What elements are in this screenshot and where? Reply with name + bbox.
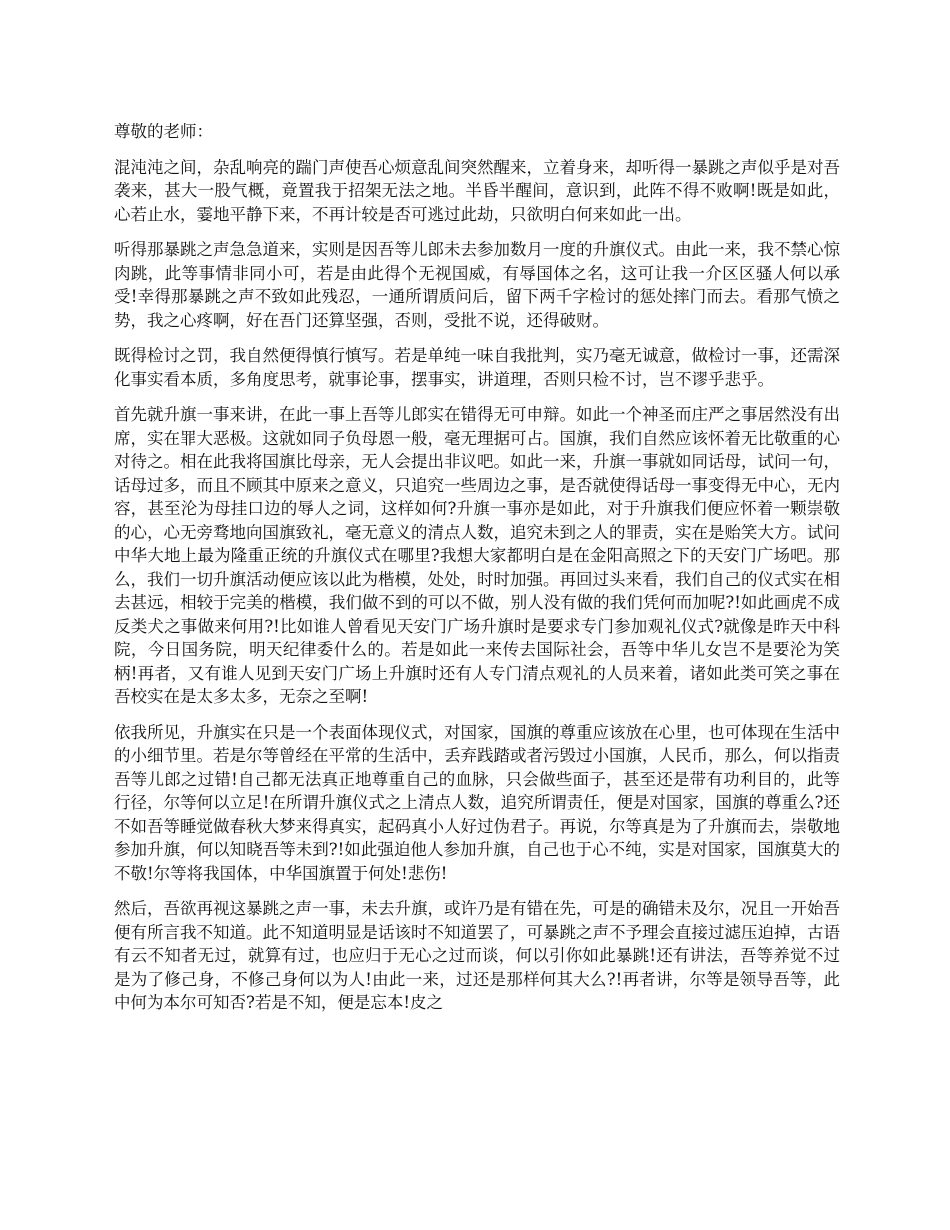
paragraph-5: 依我所见，升旗实在只是一个表面体现仪式，对国家，国旗的尊重应该放在心里，也可体现在生活中的小细节里。若是尔等曾经在平常的生活中，丢弃践踏或者污毁过小国旗，人民币，那么，何以指责吾等儿郎之过错!自己都无法真正地尊重自己的血脉，只会做些面子，甚至还是带有功利目的，此等行径，尔等何以立足!在所谓升旗仪式之上清点人数，追究所谓责任，便是对国家，国旗的尊重么?还不如吾等睡觉做春秋大梦来得真实，起码真小人好过伪君子。再说，尔等真是为了升旗而去，崇敬地参加升旗，何以知晓吾等未到?!如此强迫他人参加升旗，自己也于心不纯，实是对国家，国旗莫大的不敬!尔等将我国体，中华国旗置于何处!悲伤! bbox=[114, 722, 840, 883]
paragraph-3: 既得检讨之罚，我自然便得慎行慎写。若是单纯一味自我批判，实乃毫无诚意，做检讨一事，还需深化事实看本质，多角度思考，就事论事，摆事实，讲道理，否则只检不讨，岂不谬乎悲乎。 bbox=[114, 346, 840, 389]
document-body bbox=[114, 120, 840, 1027]
salutation: 尊敬的老师： bbox=[114, 122, 213, 141]
paragraph-1: 混沌沌之间，杂乱响亮的踹门声使吾心烦意乱间突然醒来，立着身来，却听得一暴跳之声似乎是对吾袭来，甚大一股气概，竟置我于招架无法之地。半昏半醒间，意识到，此阵不得不败啊!既是如此，心若止水，霎地平静下来，不再计较是否可逃过此劫，只欲明白何来如此一出。 bbox=[114, 157, 840, 224]
paragraph-4: 首先就升旗一事来讲，在此一事上吾等儿郎实在错得无可申辩。如此一个神圣而庄严之事居然没有出席，实在罪大恶极。这就如同子负母恩一般，毫无理据可占。国旗，我们自然应该怀着无比敬重的心对待之。相在此我将国旗比母亲，无人会提出非议吧。如此一来，升旗一事就如同话母，试问一句，话母过多，而且不顾其中原来之意义，只追究一些周边之事，是否就使得话母一事变得无中心，无内容，甚至沦为母挂口边的辱人之词，这样如何?升旗一事亦是如此，对于升旗我们便应怀着一颗崇敬的心，心无旁骛地向国旗致礼，毫无意义的清点人数，追究未到之人的罪责，实在是贻笑大方。试问中华大地上最为隆重正统的升旗仪式在哪里?我想大家都明白是在金阳高照之下的天安门广场吧。那么，我们一切升旗活动便应该以此为楷模，处处，时时加强。再回过头来看，我们自己的仪式实在相去甚远，相较于完美的楷模，我们做不到的可以不做，别人没有做的我们凭何而加呢?!如此画虎不成反类犬之事做来何用?!比如谁人曾看见天安门广场升旗时是要求专门参加观礼仪式?就像是昨天中科院，今日国务院，明天纪律委什么的。若是如此一来传去国际社会，吾等中华儿女岂不是要沦为笑柄!再者，又有谁人见到天安门广场上升旗时还有人专门清点观礼的人员来着，诸如此类可笑之事在吾校实在是太多太多，无奈之至啊! bbox=[114, 405, 840, 706]
paragraph-2: 听得那暴跳之声急急道来，实则是因吾等儿郎未去参加数月一度的升旗仪式。由此一来，我不禁心惊肉跳，此等事情非同小可，若是由此得个无视国威，有辱国体之名，这可让我一介区区骚人何以承受!幸得那暴跳之声不致如此残忍，一通所谓质问后，留下两千字检讨的惩处摔门而去。看那气愤之势，我之心疼啊，好在吾门还算坚强，否则，受批不说，还得破财。 bbox=[114, 240, 840, 330]
paragraph-6: 然后，吾欲再视这暴跳之声一事，未去升旗，或许乃是有错在先，可是的确错未及尔，况且一开始吾便有所言我不知道。此不知道明显是话该时不知道罢了，可暴跳之声不予理会直接过滤压迫掉，古语有云不知者无过，就算有过，也应归于无心之过而谈，何以引你如此暴跳!还有讲法，吾等养觉不过是为了修己身，不修己身何以为人!由此一来，过还是那样何其大么?!再者讲，尔等是领导吾等，此中何为本尔可知否?若是不知，便是忘本!皮之 bbox=[114, 899, 840, 1012]
